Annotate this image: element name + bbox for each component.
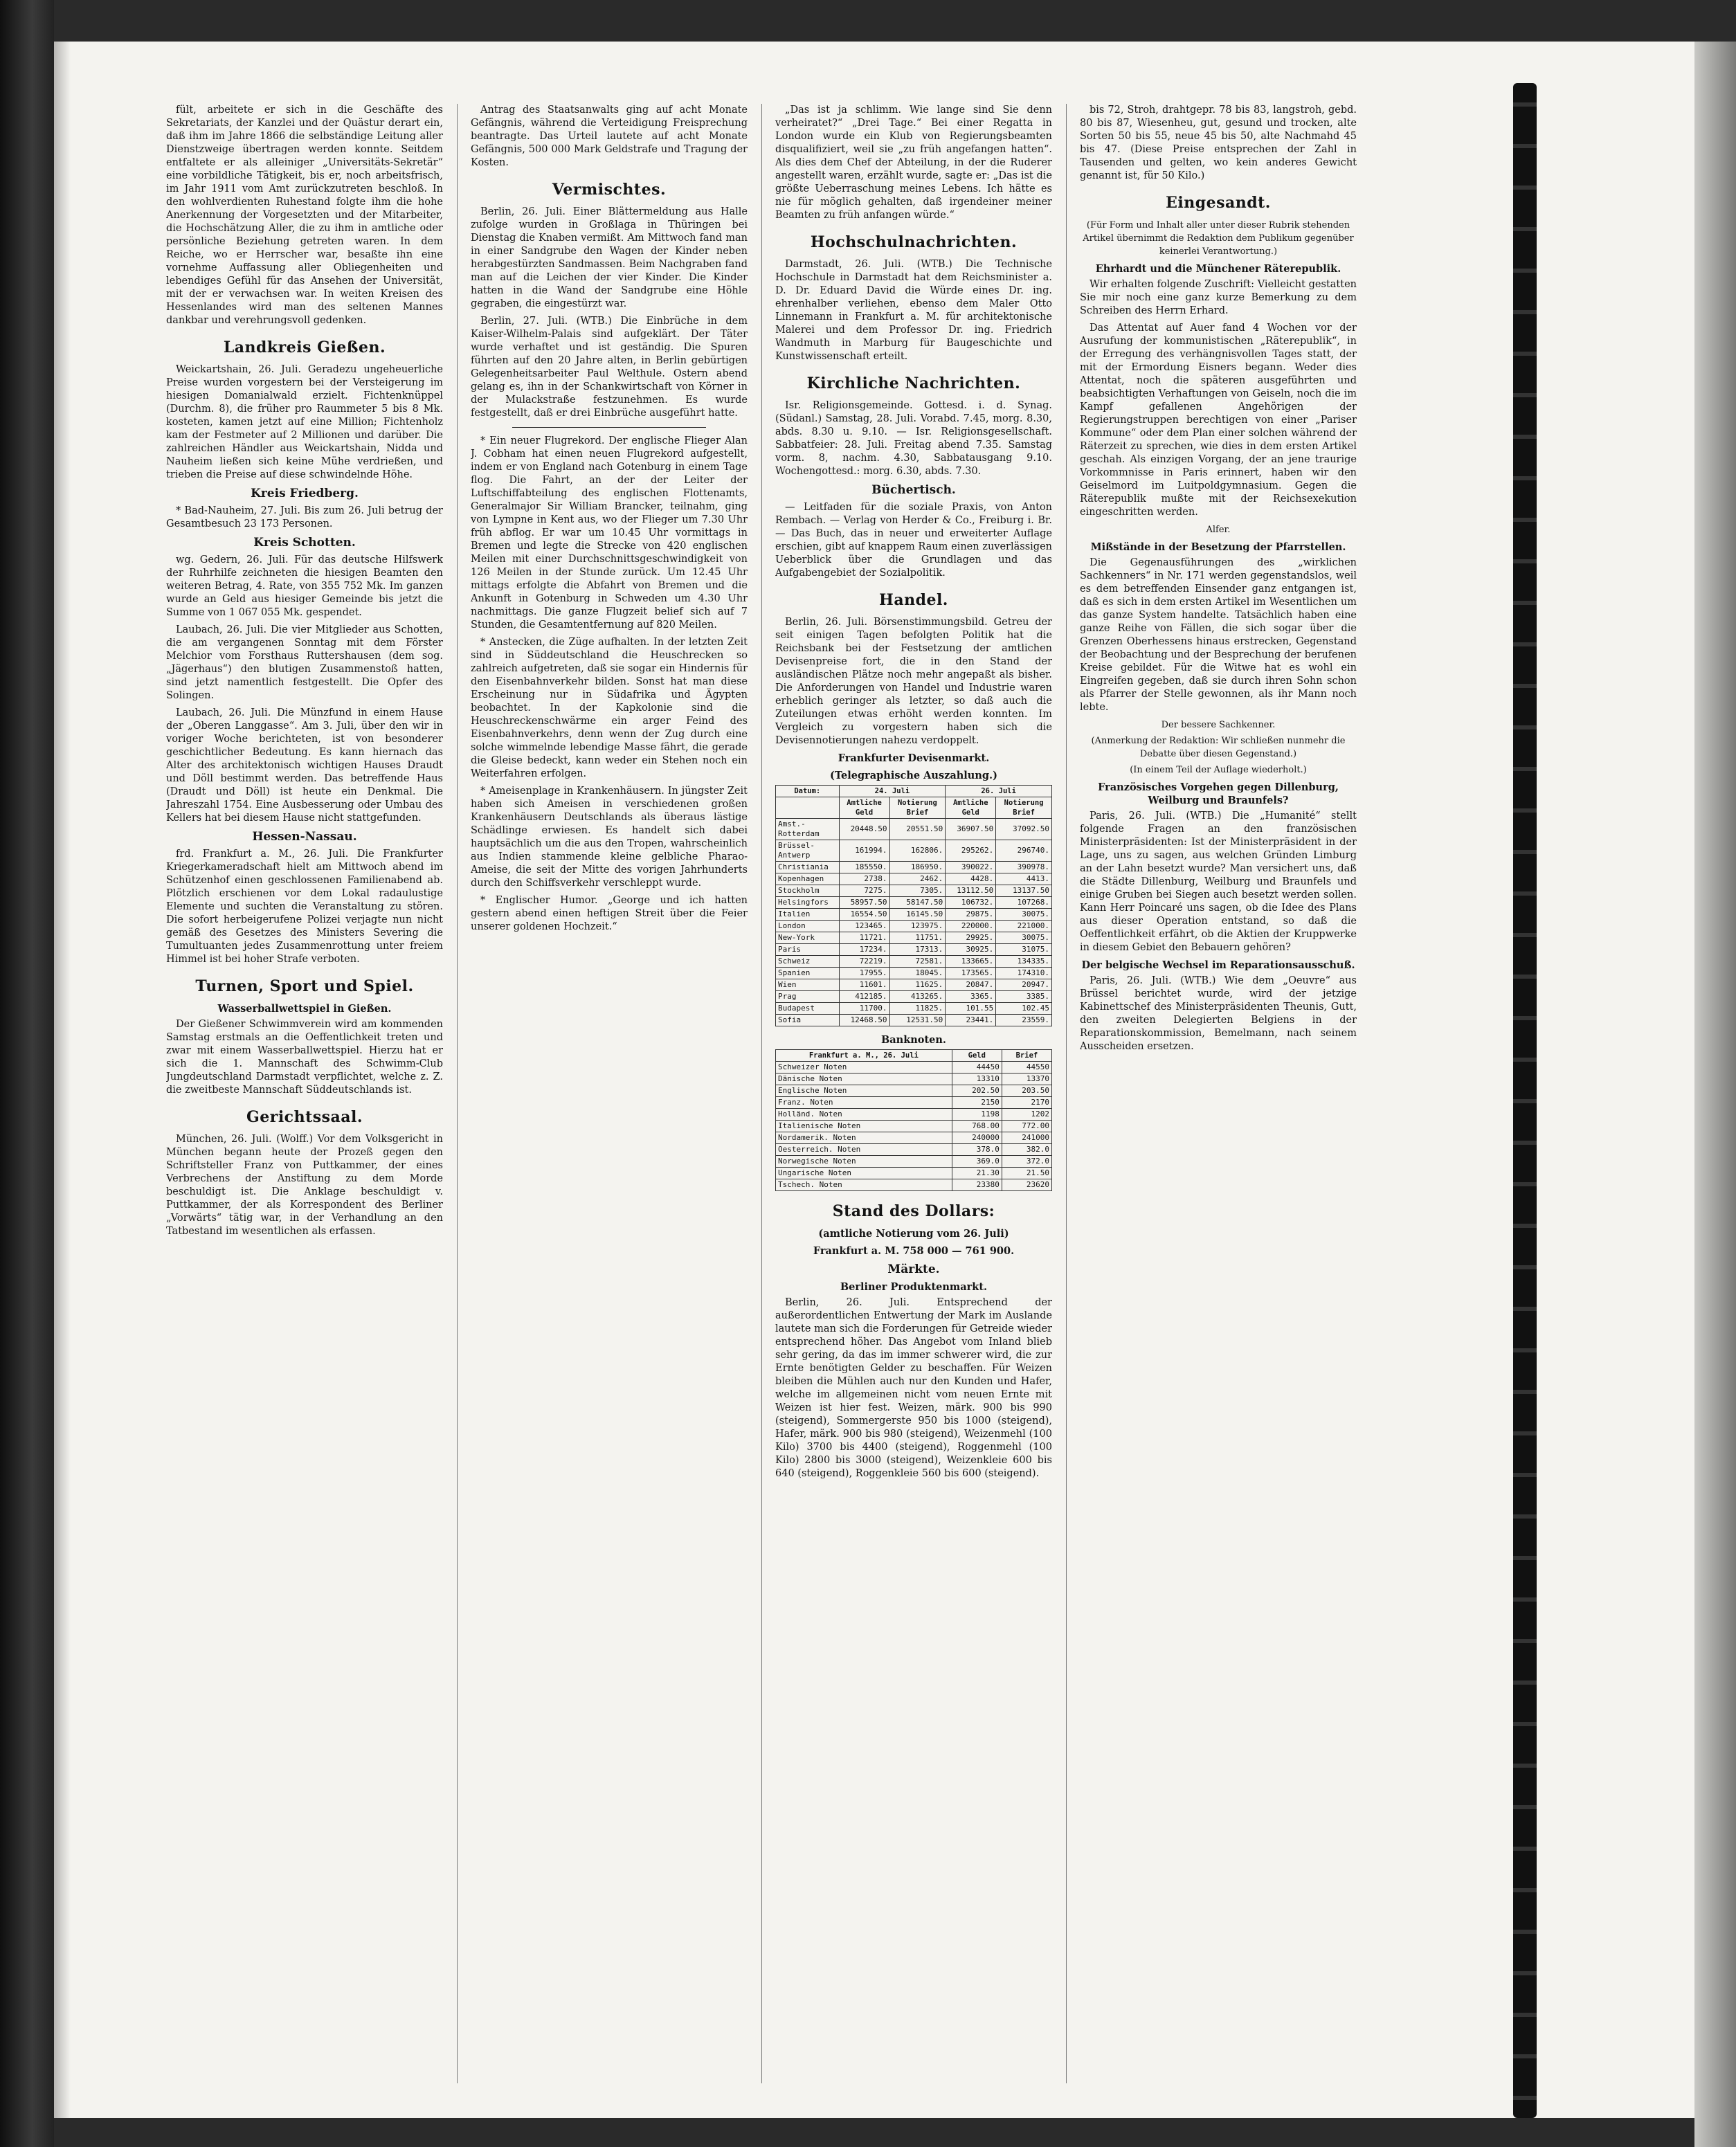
table-header: Brief: [1002, 1050, 1051, 1062]
table-row: [776, 921, 1052, 932]
table-cell: Ungarische Noten: [776, 1168, 952, 1179]
subheading-banknoten: Banknoten.: [881, 1034, 946, 1046]
news-item: Berlin, 27. Juli. (WTB.) Die Einbrüche in dem Kaiser-Wilhelm-Palais sind aufgeklärt. Der Täter wurde verhaftet und ist geständig. Die Spuren führten auf den 20 Jahre alten, in Berlin gebürtigen Gelegenheitsarbeiter Paul Welthule. Ostern abend gelang es, ihn in der Schankwirtschaft von Körner in der Mulackstraße festzunehmen. Es wurde festgestellt, daß er drei Einbrüche ausgeführt hatte.: [471, 316, 748, 419]
devisen-table: [775, 785, 1052, 1026]
news-item: * Ein neuer Flugrekord. Der englische Flieger Alan J. Cobham hat einen neuen Flugrekord aufgestellt, indem er von England nach Gotenburg in einem Tage flog. Die Fahrt, an der der Leiter der Luftschiffabteilung des englischen Flottenamts, Generalmajor Sir William Brancker, teilnahm, ging von Lympne in Kent aus, wo der Flieger um 7.30 Uhr früh abflog. Er war um 10.45 Uhr vormittags in Bremen und legte die Strecke von 420 englischen Meilen mit einer Durchschnittsgeschwindigkeit von 126 Meilen in der Stunde zurück. Um 12.45 Uhr mittags erfolgte die Abfahrt von Bremen und die Ankunft in Gotenburg in Schweden um 4.30 Uhr nachmittags. Die ganze Flugzeit belief sich auf 7 Stunden, die Gesamtentfernung auf 820 Meilen.: [471, 435, 748, 631]
table-cell: London: [776, 921, 840, 932]
section-heading-buechertisch: Büchertisch.: [871, 483, 956, 497]
table-row: [776, 1109, 1052, 1121]
table-cell: 390022.: [946, 862, 996, 873]
table-cell: 7305.: [889, 885, 946, 897]
dollar-note: (amtliche Notierung vom 26. Juli): [818, 1228, 1009, 1240]
column-rule: [761, 104, 762, 2083]
section-heading-stand-des-dollars: Stand des Dollars:: [832, 1202, 995, 1220]
table-cell: 13112.50: [946, 885, 996, 897]
table-cell: 58147.50: [889, 897, 946, 909]
page-stack-edge: [1694, 42, 1736, 2147]
subheading-ehrhardt: Ehrhardt und die Münchener Räterepublik.: [1095, 263, 1341, 275]
table-cell: Spanien: [776, 968, 840, 979]
section-heading-landkreis-giessen: Landkreis Gießen.: [223, 338, 386, 356]
table-cell: Wien: [776, 979, 840, 991]
divider: [512, 427, 706, 428]
table-cell: 11751.: [889, 932, 946, 944]
section-heading-eingesandt: Eingesandt.: [1166, 194, 1271, 212]
news-item: Berlin, 26. Juli. Entsprechend der außerordentlichen Entwertung der Mark im Auslande lautete man sich die Forderungen für Getreide wieder entsprechend höher. Das Angebot vom Inland blieb sehr gering, da das im immer schwerer wird, die zur Ernte benötigten Gelder zu beschaffen. Für Weizen bleiben die Mühlen auch nur den Kunden und Hafer, welche im allgemeinen nicht vom neuen Ernte mit Weizen ist hier fest. Weizen, märk. 900 bis 990 (steigend), Sommergerste 950 bis 1000 (steigend), Hafer, märk. 900 bis 980 (steigend), Weizenmehl (100 Kilo) 3700 bis 4400 (steigend), Roggenmehl (100 Kilo) 2800 bis 3000 (steigend), Weizenkleie 600 bis 640 (steigend), Roggenkleie 560 bis 600 (steigend).: [775, 1297, 1052, 1479]
table-cell: 17234.: [839, 944, 889, 956]
table-cell: 11601.: [839, 979, 889, 991]
edition-note: (In einem Teil der Auflage wiederholt.): [1130, 765, 1307, 775]
news-item: Paris, 26. Juli. (WTB.) Wie dem „Oeuvre“ aus Brüssel berichtet wurde, wird der jetzige Kabinettschef des Ministerpräsidenten Theunis, Gutt, den zweiten Delegierten Belgiens in der Reparationskommission, Bemelmann, nach seinem Ausscheiden ersetzen.: [1080, 975, 1357, 1052]
table-row: [776, 968, 1052, 979]
table-cell: 123975.: [889, 921, 946, 932]
table-cell: 36907.50: [946, 819, 996, 840]
news-item: Weickartshain, 26. Juli. Geradezu ungeheuerliche Preise wurden vorgestern bei der Versteigerung im hiesigen Domanialwald erzielt. Fichtenknüppel (Durchm. 8), die früher pro Raummeter 5 bis 8 Mk. kosteten, kamen jetzt auf eine Million; Fichtenholz kam der Festmeter auf 2 Millionen und darüber. Die zahlreichen Händler aus Weickartshain, Nidda und Nauheim ließen sich keine Mühe verdrießen, und trieben die Preise auf diese schwindelnde Höhe.: [166, 364, 443, 480]
news-item: Darmstadt, 26. Juli. (WTB.) Die Technische Hochschule in Darmstadt hat dem Reichsminister a. D. Dr. Eduard David die Würde eines Dr. ing. ehrenhalber verliehen, ebenso dem Maler Otto Linnemann in Frankfurt a. M. für architektonische Malerei und dem Professor Dr. ing. Friedrich Wandmuth in Marburg für Baugeschichte und Kunstwissenschaft erteilt.: [775, 259, 1052, 362]
table-row: [776, 979, 1052, 991]
table-cell: Prag: [776, 991, 840, 1003]
table-cell: Italienische Noten: [776, 1121, 952, 1132]
table-row: [776, 956, 1052, 968]
news-item: Der Gießener Schwimmverein wird am kommenden Samstag erstmals an die Oeffentlichkeit treten und zwar mit einem Wasserballwettspiel. Hierzu hat er sich die 1. Mannschaft des Schwimm-Club Jungdeutschland Darmstadt verpflichtet, welche z. Z. die zweitbeste Mannschaft Süddeutschlands ist.: [166, 1019, 443, 1096]
table-cell: Englische Noten: [776, 1085, 952, 1097]
news-item: Antrag des Staatsanwalts ging auf acht Monate Gefängnis, während die Verteidigung Freisprechung beantragte. Das Urteil lautete auf acht Monate Gefängnis, 500 000 Mark Geldstrafe und Tragung der Kosten.: [471, 105, 748, 168]
column-rule: [457, 104, 458, 2083]
table-subheader: [776, 797, 840, 819]
table-cell: 2150: [952, 1097, 1002, 1109]
table-cell: 220000.: [946, 921, 996, 932]
table-subheader: Notierung Brief: [996, 797, 1052, 819]
subheading-devisenmarkt: Frankfurter Devisenmarkt.: [838, 752, 990, 764]
table-cell: 413265.: [889, 991, 946, 1003]
subheading-dillenburg: Französisches Vorgehen gegen Dillenburg, Weilburg und Braunfels?: [1098, 781, 1339, 806]
table-cell: 3365.: [946, 991, 996, 1003]
table-cell: 161994.: [839, 840, 889, 862]
signature: Der bessere Sachkenner.: [1161, 720, 1276, 730]
table-row: [776, 1144, 1052, 1156]
table-cell: 23380: [952, 1179, 1002, 1191]
news-item: Wir erhalten folgende Zuschrift: Vielleicht gestatten Sie mir noch eine ganz kurze Bemerkung zu dem Schreiben des Herrn Erhard.: [1080, 279, 1357, 316]
table-cell: Holländ. Noten: [776, 1109, 952, 1121]
news-item: bis 72, Stroh, drahtgepr. 78 bis 83, langstroh, gebd. 80 bis 87, Wiesenheu, gut, gesund und trocken, alte Sorten 50 bis 55, neue 45 bis 50, alte Nachmahd 45 bis 47. (Diese Preise entsprechen der Zahl in Tausenden und gelten, wo kein anderes Gewicht genannt ist, für 50 Kilo.): [1080, 105, 1357, 181]
signature: Alfer.: [1206, 525, 1231, 535]
editorial-note: (Anmerkung der Redaktion: Wir schließen nunmehr die Debatte über diesen Gegenstand.): [1091, 736, 1346, 759]
table-cell: Amst.-Rotterdam: [776, 819, 840, 840]
table-row: [776, 1015, 1052, 1026]
news-item: * Englischer Humor. „George und ich hatten gestern abend einen heftigen Streit über die Feier unserer goldenen Hochzeit.“: [471, 895, 748, 932]
table-cell: 21.50: [1002, 1168, 1051, 1179]
table-cell: 16145.50: [889, 909, 946, 921]
table-header: Datum:: [776, 786, 840, 797]
table-cell: Italien: [776, 909, 840, 921]
section-heading-kirchliche-nachrichten: Kirchliche Nachrichten.: [806, 374, 1021, 392]
table-cell: Franz. Noten: [776, 1097, 952, 1109]
table-cell: 11721.: [839, 932, 889, 944]
table-cell: 21.30: [952, 1168, 1002, 1179]
table-row: [776, 1121, 1052, 1132]
column-1: [166, 104, 443, 2083]
news-item: Isr. Religionsgemeinde. Gottesd. i. d. Synag. (Südanl.) Samstag, 28. Juli. Vorabd. 7.45, morg. 8.30, abds. 8.30 u. 9.10. — Isr. Religionsgesellschaft. Sabbatfeier: 28. Juli. Freitag abend 7.35. Samstag vorm. 8, nachm. 4.30, Sabbatausgang 9.10. Wochengottesd.: morg. 6.30, abds. 7.30.: [775, 400, 1052, 477]
column-3: [775, 104, 1052, 2083]
table-row: [776, 1168, 1052, 1179]
news-item: Laubach, 26. Juli. Die Münzfund in einem Hause der „Oberen Langgasse“. Am 3. Juli, über den wir in voriger Woche berichteten, ist von besonderer geschichtlicher Bedeutung. Es kann hiernach das Alter des architektonisch wichtigen Hauses Draudt und Döll bestimmt werden. Das betreffende Haus (Draudt und Döll) ist heute ein Denkmal. Die Jahreszahl 1754. Eine Ausbesserung oder Umbau des Kellers hat bei diesem Hause nicht stattgefunden.: [166, 707, 443, 824]
table-cell: 106732.: [946, 897, 996, 909]
table-cell: Schweizer Noten: [776, 1062, 952, 1074]
news-item: * Bad-Nauheim, 27. Juli. Bis zum 26. Juli betrug der Gesamtbesuch 23 173 Personen.: [166, 505, 443, 529]
table-cell: 3385.: [996, 991, 1052, 1003]
table-cell: 20448.50: [839, 819, 889, 840]
table-cell: 296740.: [996, 840, 1052, 862]
table-cell: 20847.: [946, 979, 996, 991]
table-cell: 11700.: [839, 1003, 889, 1015]
table-cell: 30925.: [946, 944, 996, 956]
table-cell: 185550.: [839, 862, 889, 873]
table-cell: 29875.: [946, 909, 996, 921]
table-cell: 174310.: [996, 968, 1052, 979]
table-cell: Schweiz: [776, 956, 840, 968]
table-cell: 390978.: [996, 862, 1052, 873]
column-1-paragraph: fült, arbeitete er sich in die Geschäfte des Sekretariats, der Kanzlei und der Quästur derart ein, daß ihm im Jahre 1866 die selbständige Leitung aller Dienstzweige übertragen werden konnte. Seitdem entfaltete er als alleiniger „Universitäts-Sekretär“ eine vorbildliche Tätigkeit, bis er, noch arbeitsfrisch, im Jahr 1911 vom Amt zurückzutreten beschloß. In den wohlverdienten Ruhestand folgte ihm die hohe Anerkennung der Vorgesetzten und der Mitarbeiter, die Hochschätzung Aller, die zu ihm in amtliche oder persönliche Beziehung getreten waren. In dem Reiche, wo er Herrscher war, besaßte ihn eine vornehme Auffassung aller Obliegenheiten und lebendiges Gefühl für das Ansehen der Universität, mit der er verwachsen war. In weiten Kreisen des Hessenlandes wird man des seltenen Mannes dankbar und verehrungsvoll gedenken.: [166, 105, 443, 326]
table-cell: 241000: [1002, 1132, 1051, 1144]
table-cell: 107268.: [996, 897, 1052, 909]
editorial-note: (Für Form und Inhalt aller unter dieser Rubrik stehenden Artikel übernimmt die Redaktion dem Publikum gegenüber keinerlei Verantwortung.): [1083, 220, 1354, 257]
table-cell: 72219.: [839, 956, 889, 968]
table-cell: 23559.: [996, 1015, 1052, 1026]
section-heading-hochschulnachrichten: Hochschulnachrichten.: [810, 233, 1018, 251]
news-item: München, 26. Juli. (Wolff.) Vor dem Volksgericht in München begann heute der Prozeß gegen den Schriftsteller Franz von Puttkammer, der eines Verbrechens der Anstiftung zu dem Morde beschuldigt ist. Die Anklage beschuldigt v. Puttkammer, der als Korrespondent des Berliner „Vorwärts“ tätig war, in der Verhandlung an den Tatbestand im wesentlichen als erfassen.: [166, 1134, 443, 1237]
table-cell: 23620: [1002, 1179, 1051, 1191]
table-cell: 2170: [1002, 1097, 1051, 1109]
table-cell: 1198: [952, 1109, 1002, 1121]
table-cell: Stockholm: [776, 885, 840, 897]
table-row: [776, 1062, 1052, 1074]
table-subheader: Amtliche Geld: [946, 797, 996, 819]
table-row: [776, 897, 1052, 909]
table-cell: 2738.: [839, 873, 889, 885]
subheading-belgischer-wechsel: Der belgische Wechsel im Reparationsausschuß.: [1081, 959, 1355, 971]
table-cell: 295262.: [946, 840, 996, 862]
table-cell: 30075.: [996, 932, 1052, 944]
section-heading-vermischtes: Vermischtes.: [552, 181, 667, 199]
table-cell: 11625.: [889, 979, 946, 991]
dollar-rate: Frankfurt a. M. 758 000 — 761 900.: [813, 1245, 1015, 1257]
table-cell: 13370: [1002, 1074, 1051, 1085]
table-cell: 173565.: [946, 968, 996, 979]
news-item: „Das ist ja schlimm. Wie lange sind Sie denn verheiratet?“ „Drei Tage.“ Bei einer Regatta in London wurde ein Klub von Regierungsbeamten disqualifiziert, weil sie „zu früh angefangen hatten“. Als dies dem Chef der Abteilung, in der die Ruderer angestellt waren, erzählt wurde, sagte er: „Das ist die größte Ueberraschung meines Lebens. Ich hätte es nie für möglich gehalten, daß irgendeiner meiner Beamten zu früh anfangen würde.“: [775, 105, 1052, 221]
table-cell: 203.50: [1002, 1085, 1051, 1097]
banknoten-table: [775, 1049, 1052, 1191]
table-cell: 30075.: [996, 909, 1052, 921]
table-row: [776, 1179, 1052, 1191]
table-cell: 378.0: [952, 1144, 1002, 1156]
section-heading-kreis-schotten: Kreis Schotten.: [253, 536, 356, 550]
table-cell: 1202: [1002, 1109, 1051, 1121]
banknoten-table-body: [776, 1062, 1052, 1191]
table-cell: 102.45: [996, 1003, 1052, 1015]
table-cell: Budapest: [776, 1003, 840, 1015]
table-cell: 369.0: [952, 1156, 1002, 1168]
table-header: Geld: [952, 1050, 1002, 1062]
table-cell: 101.55: [946, 1003, 996, 1015]
table-cell: Dänische Noten: [776, 1074, 952, 1085]
table-cell: Sofia: [776, 1015, 840, 1026]
table-cell: 372.0: [1002, 1156, 1051, 1168]
news-item: Die Gegenausführungen des „wirklichen Sachkenners“ in Nr. 171 werden gegenstandslos, weil es dem betreffenden Einsender ganz entgangen ist, daß es sich in dem ersten Artikel im Wesentlichen um das ganze System handelte. Tatsächlich haben eine ganze Reihe von Fällen, die sich sogar über die Grenzen Oberhessens hinaus erstrecken, Gegenstand der Beobachtung und der Besprechung der berufenen Kreise gebildet. Für die Witwe hat es wohl ein Eingreifen gegeben, daß sie durch ihren Sohn schon als Pfarrer der Stelle gewonnen, als ihr Mann noch lebte.: [1080, 557, 1357, 713]
table-cell: 768.00: [952, 1121, 1002, 1132]
table-cell: 202.50: [952, 1085, 1002, 1097]
table-cell: 13137.50: [996, 885, 1052, 897]
table-row: [776, 1003, 1052, 1015]
table-row: [776, 862, 1052, 873]
torn-page-edge: [1513, 83, 1537, 2118]
news-item: wg. Gedern, 26. Juli. Für das deutsche Hilfswerk der Ruhrhilfe zeichneten die hiesigen Beamten den weiteren Betrag, 4. Rate, von 355 752 Mk. Im ganzen wurde an Geld aus hiesiger Gemeinde bis jetzt die Summe von 1 067 055 Mk. gespendet.: [166, 554, 443, 618]
table-cell: 44450: [952, 1062, 1002, 1074]
table-cell: 7275.: [839, 885, 889, 897]
column-2: [471, 104, 748, 2083]
table-cell: 29925.: [946, 932, 996, 944]
table-cell: 17313.: [889, 944, 946, 956]
table-cell: 133665.: [946, 956, 996, 968]
table-cell: Oesterreich. Noten: [776, 1144, 952, 1156]
table-cell: 2462.: [889, 873, 946, 885]
section-heading-hessen-nassau: Hessen-Nassau.: [252, 830, 357, 844]
subheading-produktenmarkt: Berliner Produktenmarkt.: [840, 1281, 988, 1293]
table-header: 24. Juli: [839, 786, 946, 797]
table-header: 26. Juli: [946, 786, 1052, 797]
table-cell: 44550: [1002, 1062, 1051, 1074]
table-cell: 382.0: [1002, 1144, 1051, 1156]
table-cell: 37092.50: [996, 819, 1052, 840]
table-cell: 58957.50: [839, 897, 889, 909]
news-item: Paris, 26. Juli. (WTB.) Die „Humanité“ stellt folgende Fragen an den französischen Ministerpräsidenten: Ist der Ministerpräsident in der Lage, uns zu sagen, aus welchen Gründen Limburg an der Lahn besetzt wurde? Man versichert uns, daß die Städte Dillenburg, Weilburg und Braunfels und einige Gruben bei Siegen auch besetzt werden sollen. Kann Herr Poincaré uns sagen, ob die Idee des Plans aus dieser Operation entstand, so daß die Oeffentlichkeit erfährt, ob die Aktien der Kruppwerke in diesem Gebiet den Bebauern gehören?: [1080, 810, 1357, 953]
table-cell: 412185.: [839, 991, 889, 1003]
table-cell: 4413.: [996, 873, 1052, 885]
table-cell: 12531.50: [889, 1015, 946, 1026]
news-item: Berlin, 26. Juli. Börsenstimmungsbild. Getreu der seit einigen Tagen befolgten Politik hat die Reichsbank bei der Festsetzung der amtlichen Devisenpreise fort, die in den Stand der ausländischen Plätze noch mehr angepaßt als bisher. Die Anforderungen von Handel und Industrie waren erheblich geringer als letzter, so daß auch die Zuteilungen etwas erhöht werden konnten. Im Vergleich zu vorgestern haben sich die Devisennotierungen nahezu verdoppelt.: [775, 617, 1052, 746]
news-item: Berlin, 26. Juli. Einer Blättermeldung aus Halle zufolge wurden in Großlaga in Thüringen bei Dienstag die Knaben vermißt. Am Mittwoch fand man in einer Sandgrube den Wagen der Kinder neben herabgestürzten Sandmassen. Beim Nachgraben fand man auf die Leichen der vier Kinder. Die Kinder hatten in die Wand der Sandgrube eine Höhle gegraben, die eingestürzt war.: [471, 206, 748, 309]
table-row: [776, 1132, 1052, 1144]
table-cell: 134335.: [996, 956, 1052, 968]
section-heading-gerichtssaal: Gerichtssaal.: [246, 1108, 363, 1126]
table-row: [776, 1074, 1052, 1085]
table-cell: Christiania: [776, 862, 840, 873]
table-cell: 186950.: [889, 862, 946, 873]
table-row: [776, 885, 1052, 897]
news-item: Laubach, 26. Juli. Die vier Mitglieder aus Schotten, die am vergangenen Sonntag mit dem Förster Melchior vom Forsthaus Ruttershausen (dem sog. „Jägerhaus“) den blutigen Zusammenstoß hatten, sind jetzt namentlich festgestellt. Die Opfer des Solingen.: [166, 624, 443, 701]
page-gutter-shadow: [54, 42, 71, 2118]
subheading-wasserball: Wasserballwettspiel in Gießen.: [217, 1003, 392, 1015]
column-4: [1080, 104, 1357, 2083]
table-header: Frankfurt a. M., 26. Juli: [776, 1050, 952, 1062]
table-row: [776, 1097, 1052, 1109]
table-cell: Helsingfors: [776, 897, 840, 909]
table-cell: Brüssel-Antwerp: [776, 840, 840, 862]
table-cell: 23441.: [946, 1015, 996, 1026]
table-row: [776, 840, 1052, 862]
table-subheader: Amtliche Geld: [839, 797, 889, 819]
news-item: * Anstecken, die Züge aufhalten. In der letzten Zeit sind in Süddeutschland die Heuschrecken so zahlreich aufgetreten, daß sie sogar ein Hindernis für den Eisenbahnverkehr bilden. Sonst hat man diese Erscheinung nur in Südafrika und Ägypten beobachtet. In der Kapkolonie sind die Heuschreckenschwärme ein arger Feind des Eisenbahnverkehrs, denn wenn der Zug durch eine solche wimmelnde lebendige Masse fährt, die gerade die Gleise bedeckt, kann weder ein Stehen noch ein Weiterfahren erfolgen.: [471, 637, 748, 779]
table-cell: 123465.: [839, 921, 889, 932]
news-item: Das Attentat auf Auer fand 4 Wochen vor der Ausrufung der kommunistischen „Räterepublik“, in der Erregung des verhängnisvollen Tages statt, der mit der Ermordung Eisners begann. Weder dies Attentat, noch die späteren ausgeführten und beabsichtigten Verhaftungen von Geiseln, noch die im Kampf gefallenen Angehörigen der Regierungstruppen berechtigen von einer „Pariser Kommune“ oder dem Plan einer solchen während der Räterzeit zu sprechen, wie dies in dem ersten Artikel geschah. Als einzigen Vorgang, der an jene traurige Vorkommnisse in Paris erinnert, haben wir den Geiselmord im Luitpoldgymnasium. Gegen die Räterepublik mußte mit der Reichsexekution eingeschritten werden.: [1080, 323, 1357, 518]
devisen-table-body: [776, 819, 1052, 1026]
table-cell: 162806.: [889, 840, 946, 862]
table-cell: 20551.50: [889, 819, 946, 840]
table-cell: 72581.: [889, 956, 946, 968]
table-cell: 13310: [952, 1074, 1002, 1085]
table-row: [776, 873, 1052, 885]
table-cell: 221000.: [996, 921, 1052, 932]
table-cell: Nordamerik. Noten: [776, 1132, 952, 1144]
table-row: [776, 944, 1052, 956]
column-rule: [1066, 104, 1067, 2083]
table-cell: 31075.: [996, 944, 1052, 956]
book-binding: [0, 0, 54, 2147]
table-row: [776, 909, 1052, 921]
section-heading-maerkte: Märkte.: [887, 1262, 940, 1276]
table-cell: 17955.: [839, 968, 889, 979]
section-heading-turnen-sport-spiel: Turnen, Sport und Spiel.: [195, 977, 414, 995]
subheading-pfarrstellen: Mißstände in der Besetzung der Pfarrstellen.: [1090, 541, 1346, 553]
table-cell: New-York: [776, 932, 840, 944]
subheading-telegraphische-auszahlung: (Telegraphische Auszahlung.): [830, 770, 997, 781]
table-cell: 4428.: [946, 873, 996, 885]
news-item: frd. Frankfurt a. M., 26. Juli. Die Frankfurter Kriegerkameradschaft hielt am Mittwoch abend im Schützenhof einen geschlossenen Familienabend ab. Plötzlich erschienen vor dem Lokal radaulustige Elemente und suchten die Veranstaltung zu stören. Die sofort herbeigerufene Polizei verjagte nun nicht gemäß des Gesetzes des Ministers Severing die Tumultuanten jedes Zusammenrottung unter freiem Himmel ist bei hoher Strafe verboten.: [166, 849, 443, 965]
table-row: [776, 1085, 1052, 1097]
table-cell: Kopenhagen: [776, 873, 840, 885]
table-cell: 11825.: [889, 1003, 946, 1015]
table-cell: 772.00: [1002, 1121, 1051, 1132]
table-cell: 240000: [952, 1132, 1002, 1144]
table-row: [776, 1156, 1052, 1168]
table-cell: Norwegische Noten: [776, 1156, 952, 1168]
section-heading-handel: Handel.: [879, 591, 948, 609]
news-item: — Leitfaden für die soziale Praxis, von Anton Rembach. — Verlag von Herder & Co., Freiburg i. Br. — Das Buch, das in neuer und erweiterter Auflage erschien, gibt auf knappem Raum einen zuverlässigen Ueberblick über die Grundlagen und das Aufgabengebiet der Sozialpolitik.: [775, 502, 1052, 579]
table-cell: Paris: [776, 944, 840, 956]
table-cell: 18045.: [889, 968, 946, 979]
table-row: [776, 991, 1052, 1003]
table-cell: 12468.50: [839, 1015, 889, 1026]
table-cell: 20947.: [996, 979, 1052, 991]
news-item: * Ameisenplage in Krankenhäusern. In jüngster Zeit haben sich Ameisen in verschiedenen großen Krankenhäusern Deutschlands als überaus lästige Schädlinge erwiesen. Es handelt sich dabei hauptsächlich um die aus den Tropen, wahrscheinlich aus Indien stammende kleine gelbliche Pharao-Ameise, die seit der Mitte des vorigen Jahrhunderts durch den Schiffsverkehr verschleppt wurde.: [471, 786, 748, 889]
table-row: [776, 932, 1052, 944]
table-row: [776, 819, 1052, 840]
table-cell: Tschech. Noten: [776, 1179, 952, 1191]
section-heading-kreis-friedberg: Kreis Friedberg.: [251, 487, 359, 500]
table-cell: 16554.50: [839, 909, 889, 921]
table-subheader: Notierung Brief: [889, 797, 946, 819]
